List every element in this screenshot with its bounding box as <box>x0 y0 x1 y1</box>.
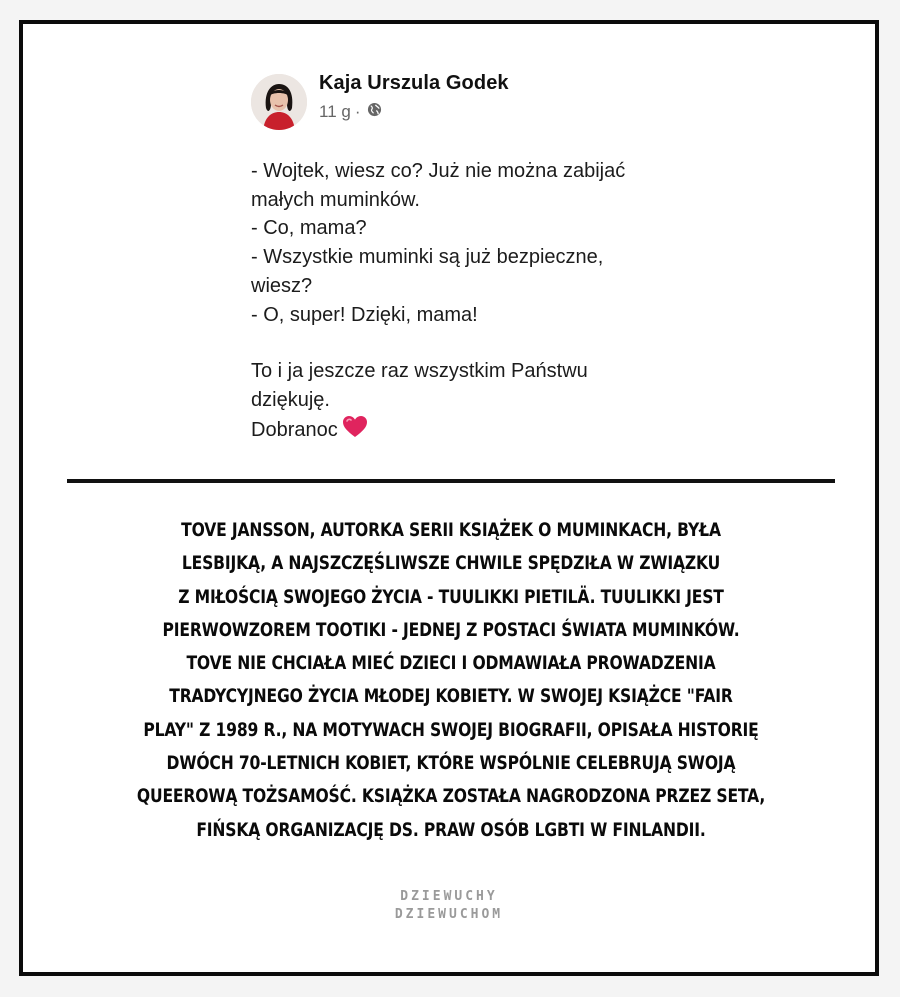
facebook-post <box>251 72 691 447</box>
post-meta <box>319 102 382 122</box>
statement-line: TOVE NIE CHCIAŁA MIEĆ DZIECI I ODMAWIAŁA PROWADZENIA <box>186 652 716 675</box>
statement-line: TOVE JANSSON, AUTORKA SERII KSIĄŻEK O MUMINKACH, BYŁA <box>181 519 721 541</box>
post-line: - Wojtek, wiesz co? Już nie można zabijać <box>251 160 626 182</box>
statement-line: Z MIŁOŚCIĄ SWOJEGO ŻYCIA - TUULIKKI PIETILÄ. TUULIKKI JEST <box>178 585 724 608</box>
meta-separator: · <box>354 102 361 121</box>
post-signoff: Dobranoc <box>251 418 338 441</box>
post-text <box>251 157 691 447</box>
post-signoff-line <box>251 415 691 448</box>
section-divider <box>67 479 835 483</box>
post-timestamp[interactable]: 11 g <box>319 102 351 121</box>
avatar[interactable] <box>251 74 307 130</box>
globe-icon <box>367 102 382 122</box>
statement-line: DWÓCH 70-LETNICH KOBIET, KTÓRE WSPÓLNIE CELEBRUJĄ SWOJĄ <box>166 752 736 775</box>
watermark-line: DZIEWUCHOM <box>394 907 504 922</box>
statement-line: TRADYCYJNEGO ŻYCIA MŁODEJ KOBIETY. W SWOJEJ KSIĄŻCE "FAIR <box>169 685 733 708</box>
statement-line: PLAY" Z 1989 R., NA MOTYWACH SWOJEJ BIOGRAFII, OPISAŁA HISTORIĘ <box>143 718 759 741</box>
post-line: - O, super! Dzięki, mama! <box>251 303 478 326</box>
post-header <box>251 72 691 132</box>
image-frame <box>19 20 879 976</box>
statement-line: LESBIJKĄ, A NAJSZCZĘŚLIWSZE CHWILE SPĘDZIŁA W ZWIĄZKU <box>181 552 721 575</box>
post-line: małych muminków. <box>251 188 420 211</box>
post-line: - Wszystkie muminki są już bezpieczne, <box>251 246 604 269</box>
watermark-line: DZIEWUCHY <box>400 889 498 904</box>
post-line: To i ja jeszcze raz wszystkim Państwu <box>251 360 588 383</box>
post-author-name[interactable]: Kaja Urszula Godek <box>319 72 509 94</box>
paragraph-gap <box>251 329 691 357</box>
profile-photo-icon <box>251 74 307 130</box>
post-line: dziękuję. <box>251 388 330 411</box>
watermark-logo <box>23 888 875 924</box>
statement-text <box>115 514 787 847</box>
statement-line: FIŃSKĄ ORGANIZACJĘ DS. PRAW OSÓB LGBTI W FINLANDII. <box>196 818 706 841</box>
statement-line: QUEEROWĄ TOŻSAMOŚĆ. KSIĄŻKA ZOSTAŁA NAGRODZONA PRZEZ SETA, <box>136 785 766 808</box>
statement-line: PIERWOWZOREM TOOTIKI - JEDNEJ Z POSTACI ŚWIATA MUMINKÓW. <box>162 618 740 641</box>
post-line: - Co, mama? <box>251 217 367 240</box>
heart-icon <box>342 415 368 448</box>
post-line: wiesz? <box>251 274 313 297</box>
